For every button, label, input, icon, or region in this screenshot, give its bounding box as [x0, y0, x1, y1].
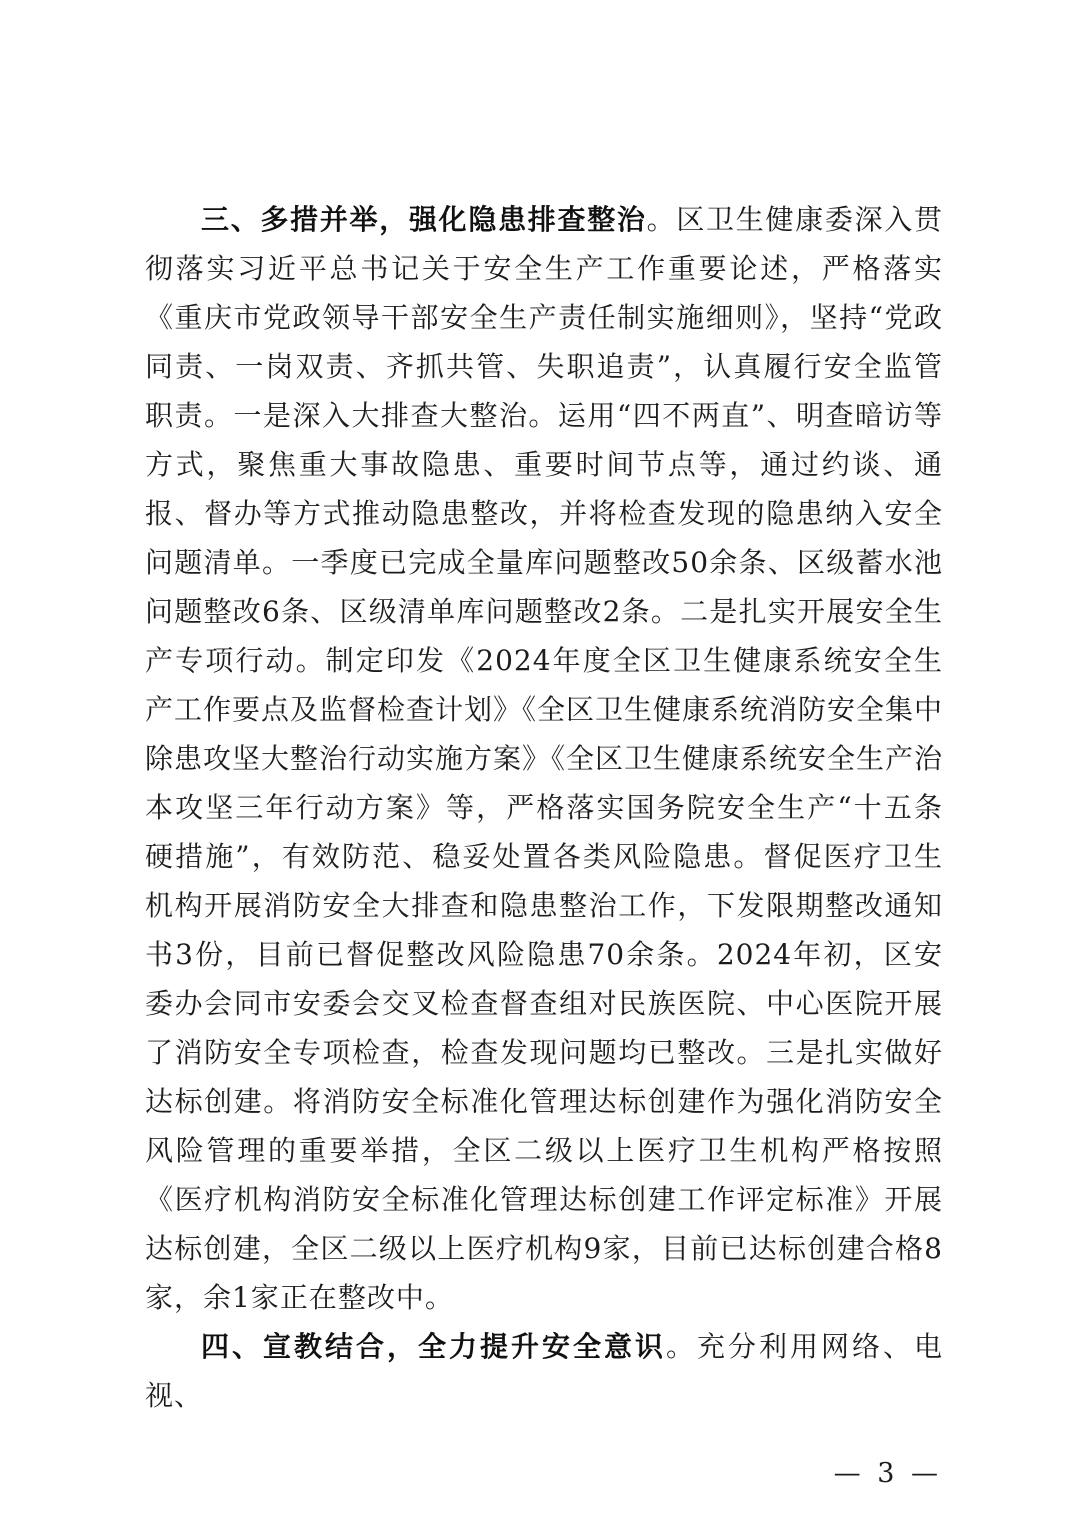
- paragraph-section-3: [145, 195, 943, 1322]
- document-body: [145, 195, 943, 1420]
- paragraph-section-4: [145, 1322, 943, 1420]
- section-4-heading: 四、宣教结合，全力提升安全意识: [201, 1330, 666, 1363]
- page-number: — 3 —: [833, 1458, 942, 1489]
- section-3-body: 。区卫生健康委深入贯彻落实习近平总书记关于安全生产工作重要论述，严格落实《重庆市党政领导干部安全生产责任制实施细则》，坚持“党政同责、一岗双责、齐抓共管、失职追责”，认真履行安全监管职责。一是深入大排查大整治。运用“四不两直”、明查暗访等方式，聚焦重大事故隐患、重要时间节点等，通过约谈、通报、督办等方式推动隐患整改，并将检查发现的隐患纳入安全问题清单。一季度已完成全量库问题整改50余条、区级蓄水池问题整改6条、区级清单库问题整改2条。二是扎实开展安全生产专项行动。制定印发《2024年度全区卫生健康系统安全生产工作要点及监督检查计划》《全区卫生健康系统消防安全集中除患攻坚大整治行动实施方案》《全区卫生健康系统安全生产治本攻坚三年行动方案》等，严格落实国务院安全生产“十五条硬措施”，有效防范、稳妥处置各类风险隐患。督促医疗卫生机构开展消防安全大排查和隐患整治工作，下发限期整改通知书3份，目前已督促整改风险隐患70余条。2024年初，区安委办会同市安委会交叉检查督查组对民族医院、中心医院开展了消防安全专项检查，检查发现问题均已整改。三是扎实做好达标创建。将消防安全标准化管理达标创建作为强化消防安全风险管理的重要举措，全区二级以上医疗卫生机构严格按照《医疗机构消防安全标准化管理达标创建工作评定标准》开展达标创建，全区二级以上医疗机构9家，目前已达标创建合格8家，余1家正在整改中。: [145, 203, 944, 1314]
- section-3-heading: 三、多措并举，强化隐患排查整治: [201, 203, 647, 236]
- section-4-body: 。充分利用网络、电视、: [145, 1330, 943, 1412]
